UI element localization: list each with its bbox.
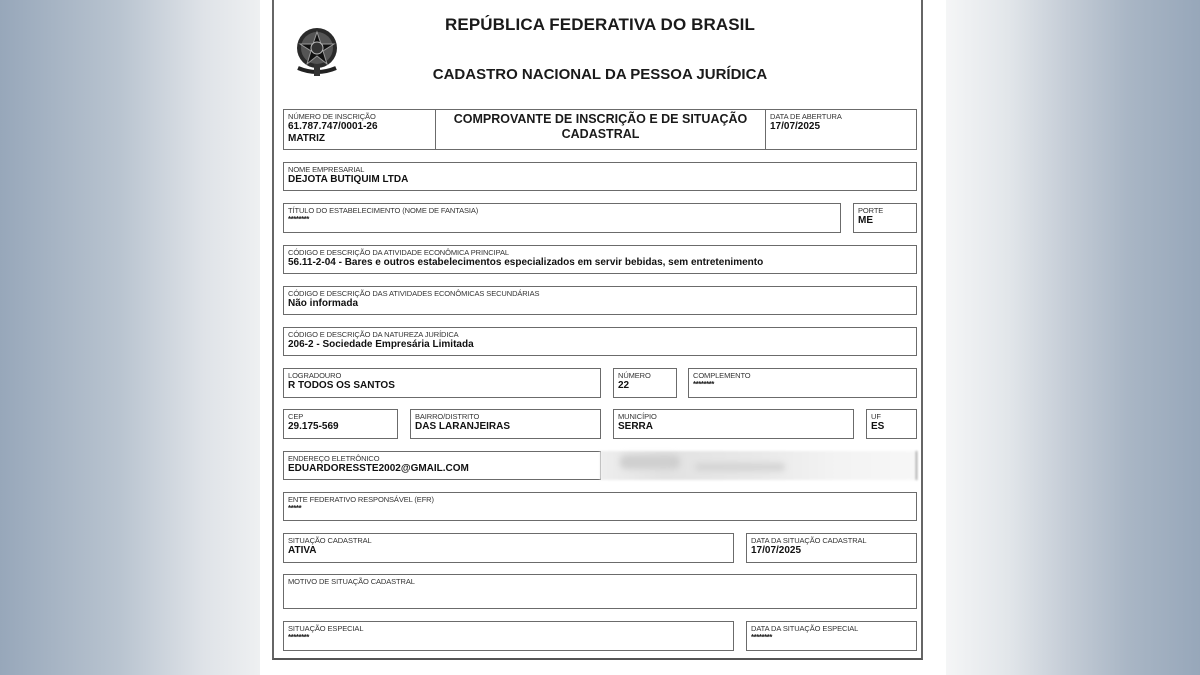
- brazil-coat-of-arms-icon: [290, 24, 344, 80]
- situacao-especial-field: SITUAÇÃO ESPECIAL ********: [283, 621, 734, 651]
- uf-field: UF ES: [866, 409, 917, 439]
- situacao-cadastral-field: SITUAÇÃO CADASTRAL ATIVA: [283, 533, 734, 563]
- complemento-field: COMPLEMENTO ********: [688, 368, 917, 398]
- efr-field: ENTE FEDERATIVO RESPONSÁVEL (EFR) *****: [283, 492, 917, 521]
- data-situacao-especial-field: DATA DA SITUAÇÃO ESPECIAL ********: [746, 621, 917, 651]
- atividades-secundarias-field: CÓDIGO E DESCRIÇÃO DAS ATIVIDADES ECONÔMICAS SECUNDÁRIAS Não informada: [283, 286, 917, 315]
- motivo-situacao-field: MOTIVO DE SITUAÇÃO CADASTRAL: [283, 574, 917, 609]
- porte-field: PORTE ME: [853, 203, 917, 233]
- atividade-principal-field: CÓDIGO E DESCRIÇÃO DA ATIVIDADE ECONÔMICA PRINCIPAL 56.11-2-04 - Bares e outros estabelecimentos especializados em servir bebidas, sem entretenimento: [283, 245, 917, 274]
- data-abertura-field: DATA DE ABERTURA 17/07/2025: [765, 109, 917, 150]
- numero-field: NÚMERO 22: [613, 368, 677, 398]
- natureza-juridica-field: CÓDIGO E DESCRIÇÃO DA NATUREZA JURÍDICA 206-2 - Sociedade Empresária Limitada: [283, 327, 917, 356]
- municipio-field: MUNICÍPIO SERRA: [613, 409, 854, 439]
- titulo-estabelecimento-field: TÍTULO DO ESTABELECIMENTO (NOME DE FANTASIA) ********: [283, 203, 841, 233]
- cnpj-value: 61.787.747/0001-26: [288, 121, 378, 132]
- nome-empresarial-field: NOME EMPRESARIAL DEJOTA BUTIQUIM LTDA: [283, 162, 917, 191]
- data-situacao-cadastral-field: DATA DA SITUAÇÃO CADASTRAL 17/07/2025: [746, 533, 917, 563]
- page-title: REPÚBLICA FEDERATIVA DO BRASIL: [445, 15, 755, 34]
- logradouro-field: LOGRADOURO R TODOS OS SANTOS: [283, 368, 601, 398]
- document-title: COMPROVANTE DE INSCRIÇÃO E DE SITUAÇÃO CADASTRAL: [435, 109, 766, 150]
- bairro-field: BAIRRO/DISTRITO DAS LARANJEIRAS: [410, 409, 601, 439]
- status-badge: ATIVA: [288, 545, 317, 556]
- email-field: ENDEREÇO ELETRÔNICO EDUARDORESSTE2002@GMAIL.COM: [283, 451, 601, 480]
- page-subtitle: CADASTRO NACIONAL DA PESSOA JURÍDICA: [432, 66, 768, 83]
- matriz-value: MATRIZ: [288, 133, 326, 144]
- cep-field: CEP 29.175-569: [283, 409, 398, 439]
- redacted-phone-blur: [600, 451, 917, 480]
- numero-inscricao-field: NÚMERO DE INSCRIÇÃO 61.787.747/0001-26 MATRIZ: [283, 109, 436, 150]
